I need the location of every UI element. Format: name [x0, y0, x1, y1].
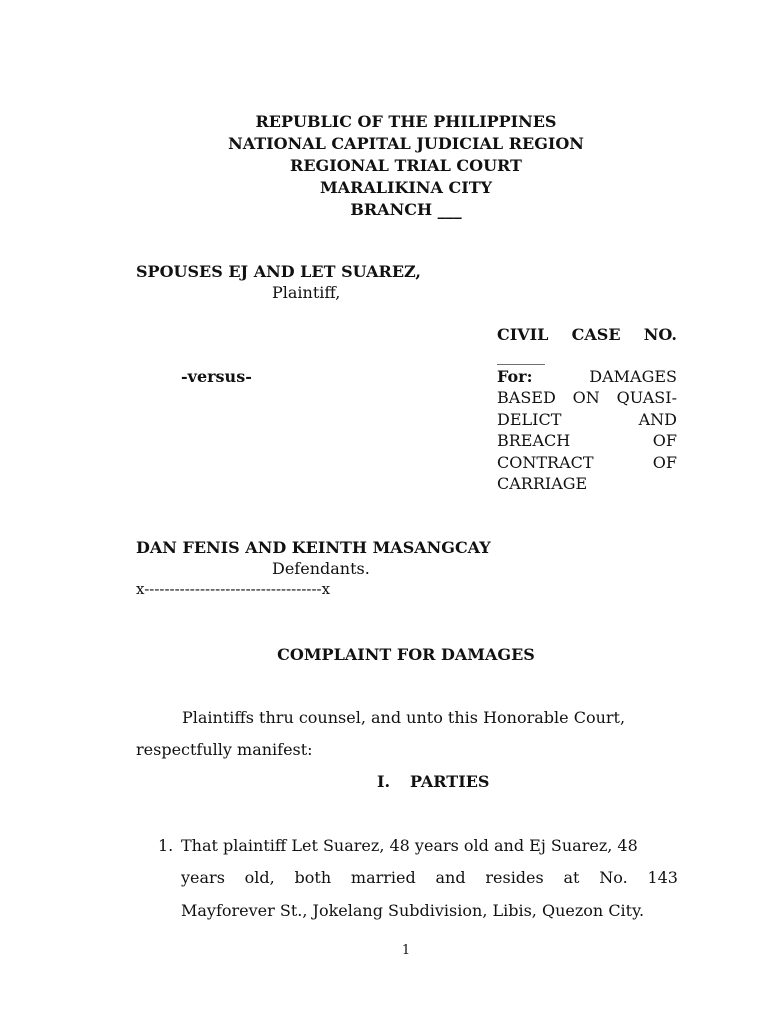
page-number: 1 [401, 943, 411, 958]
defendant-name: DAN FENIS AND KEINTH MASANGCAY [136, 538, 491, 557]
plaintiff-name: SPOUSES EJ AND LET SUAREZ, [136, 262, 421, 281]
item-line-2 [181, 868, 678, 887]
item-line-3: Mayforever St., Jokelang Subdivision, Libis, Quezon City. [181, 901, 645, 920]
for-label: For: [497, 367, 533, 386]
word-delict: DELICT [497, 409, 562, 429]
word: old, [244, 868, 275, 887]
word-contract: CONTRACT [497, 452, 594, 472]
word: both [294, 868, 332, 887]
case-case: CASE [571, 325, 621, 344]
word: at [563, 868, 580, 887]
case-number-block [497, 324, 677, 367]
nature-of-action [497, 366, 677, 494]
defendant-role: Defendants. [272, 559, 370, 578]
caption-city: MARALIKINA CITY [319, 178, 493, 197]
section-number: I. [377, 772, 391, 791]
caption-republic: REPUBLIC OF THE PHILIPPINES [255, 112, 557, 131]
word: 143 [647, 868, 678, 887]
intro-line-1: Plaintiffs thru counsel, and unto this Honorable Court, [182, 708, 626, 727]
plaintiff-role: Plaintiff, [272, 283, 341, 302]
word: years [181, 868, 225, 887]
word-on: ON [572, 388, 600, 408]
section-heading: PARTIES [410, 772, 490, 791]
caption-region: NATIONAL CAPITAL JUDICIAL REGION [228, 134, 584, 153]
word: No. [599, 868, 628, 887]
case-civil: CIVIL [497, 325, 549, 344]
complaint-title: COMPLAINT FOR DAMAGES [277, 645, 535, 664]
word-and: AND [638, 409, 677, 429]
item-number: 1. [158, 836, 174, 855]
word-of: OF [652, 431, 677, 451]
word-carriage: CARRIAGE [497, 473, 588, 493]
word-damages: DAMAGES [589, 367, 677, 386]
word-quasi: QUASI- [616, 388, 677, 408]
word: and [435, 868, 466, 887]
caption-separator: x-----------------------------------x [136, 580, 331, 598]
court-caption [0, 111, 768, 221]
word-based: BASED [497, 388, 556, 408]
word-of: OF [652, 452, 677, 472]
item-line-1: That plaintiff Let Suarez, 48 years old and Ej Suarez, 48 [181, 836, 638, 855]
versus-label: -versus- [181, 367, 252, 386]
case-no: NO. [643, 325, 677, 344]
word-breach: BREACH [497, 431, 571, 451]
word: married [350, 868, 416, 887]
caption-branch: BRANCH ___ [350, 200, 462, 219]
intro-line-2: respectfully manifest: [136, 740, 313, 759]
case-number-blank: ______ [497, 346, 545, 366]
caption-court: REGIONAL TRIAL COURT [290, 156, 522, 175]
word: resides [485, 868, 544, 887]
